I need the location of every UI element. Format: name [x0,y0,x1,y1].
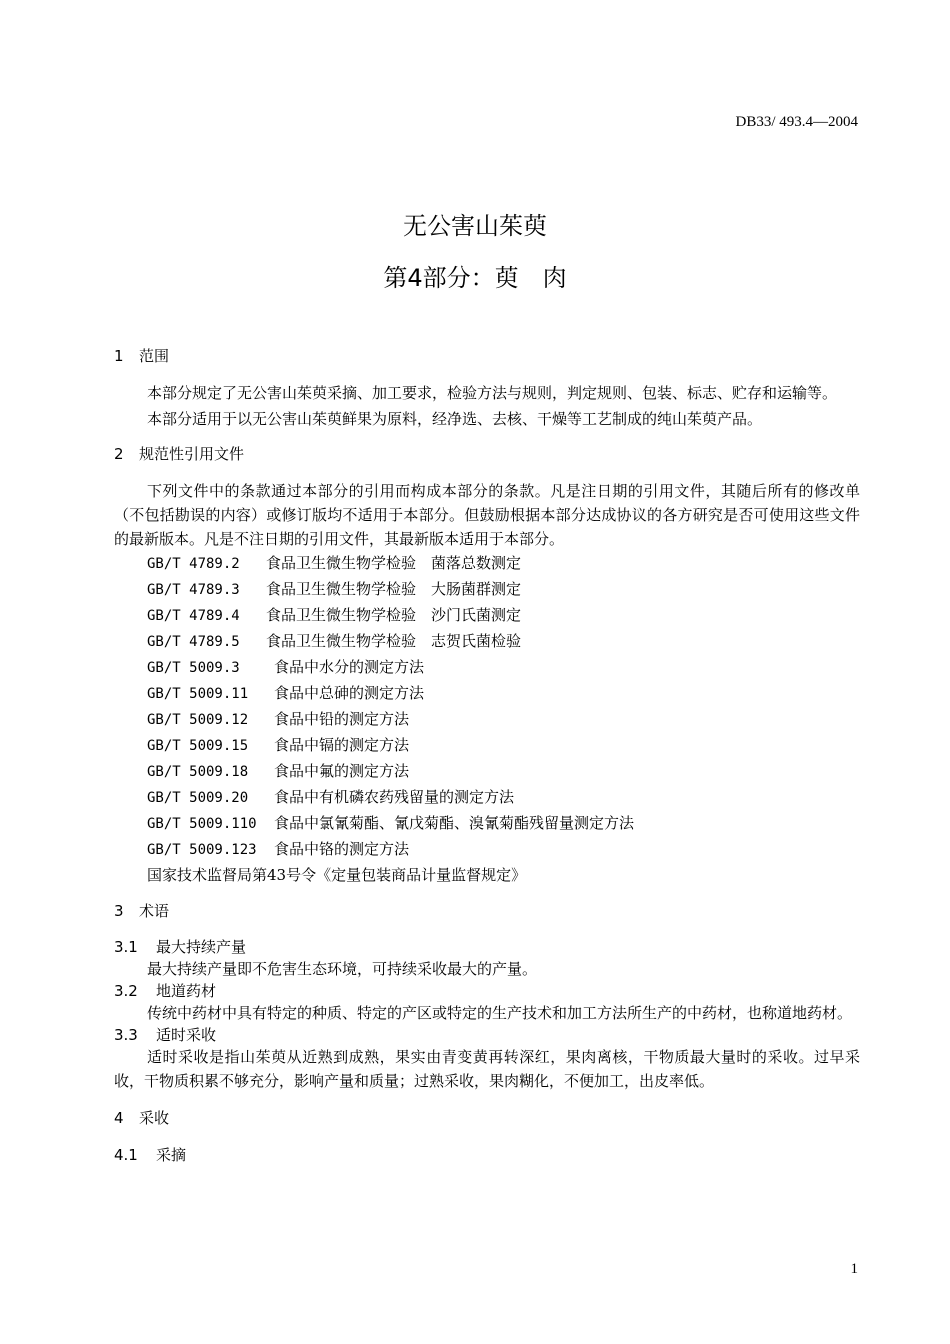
term-heading [114,937,860,957]
subsection-title: 采摘 [156,1146,187,1164]
term-heading [114,981,860,1001]
term-number: 3.1 [114,938,138,956]
paragraph: 本部分规定了无公害山茱萸采摘、加工要求，检验方法与规则，判定规则、包装、标志、贮存和运输等。 [147,384,838,402]
section-number: 1 [114,347,124,365]
section-heading-terms [114,901,860,921]
reference-code: GB/T 4789.3 [147,582,240,598]
section-title: 术语 [139,902,170,920]
document-subtitle: 第4部分：萸 肉 [383,264,567,292]
reference-code: GB/T 5009.110 [147,816,257,832]
reference-code: GB/T 5009.3 [147,660,240,676]
term-definition: 最大持续产量即不危害生态环境，可持续采收最大的产量。 [147,960,538,978]
reference-item [114,837,860,863]
section-number: 3 [114,902,124,920]
term-name: 最大持续产量 [156,938,247,956]
document-number: DB33/ 493.4—2004 [735,114,858,130]
reference-item [114,629,860,655]
term-number: 3.3 [114,1026,138,1044]
reference-title: 食品卫生微生物学检验 菌落总数测定 [266,554,522,572]
section-title: 规范性引用文件 [139,445,245,463]
document-title: 无公害山茱萸 [403,212,547,240]
document-body [114,346,860,1165]
reference-title: 食品卫生微生物学检验 志贺氏菌检验 [266,632,522,650]
reference-title: 食品卫生微生物学检验 大肠菌群测定 [266,580,522,598]
section-title: 采收 [139,1109,170,1127]
reference-title: 食品中铅的测定方法 [274,710,410,728]
reference-code: GB/T 5009.12 [147,712,249,728]
reference-title: 食品卫生微生物学检验 沙门氏菌测定 [266,606,522,624]
term-heading [114,1025,860,1045]
reference-code: GB/T 5009.18 [147,764,249,780]
reference-title: 食品中氯氰菊酯、氰戊菊酯、溴氰菊酯残留量测定方法 [274,814,635,832]
section-title: 范围 [139,347,170,365]
reference-title: 食品中有机磷农药残留量的测定方法 [274,788,515,806]
reference-item [114,811,860,837]
term-number: 3.2 [114,982,138,1000]
reference-item [114,603,860,629]
reference-code: GB/T 5009.20 [147,790,249,806]
section-heading-harvest [114,1108,860,1128]
reference-title: 食品中氟的测定方法 [274,762,410,780]
reference-item [114,577,860,603]
reference-code: GB/T 5009.123 [147,842,257,858]
reference-title: 食品中水分的测定方法 [274,658,425,676]
paragraph: 本部分适用于以无公害山茱萸鲜果为原料，经净选、去核、干燥等工艺制成的纯山茱萸产品。 [147,410,763,428]
reference-title: 食品中镉的测定方法 [274,736,410,754]
reference-item [114,759,860,785]
reference-item [114,681,860,707]
reference-code: GB/T 4789.5 [147,634,240,650]
reference-item [114,707,860,733]
term-definition: 适时采收是指山茱萸从近熟到成熟，果实由青变黄再转深红，果肉离核，干物质最大量时的采收。过早采收，干物质积累不够充分，影响产量和质量；过熟采收，果肉糊化，不便加工，出皮率低。 [114,1048,860,1090]
section-number: 4 [114,1109,124,1127]
reference-title: 食品中总砷的测定方法 [274,684,425,702]
term-name: 适时采收 [156,1026,217,1044]
subsection-number: 4.1 [114,1146,138,1164]
section-heading-scope [114,346,860,366]
term-definition: 传统中药材中具有特定的种质、特定的产区或特定的生产技术和加工方法所生产的中药材，也称道地药材。 [147,1004,853,1022]
reference-code: GB/T 4789.4 [147,608,240,624]
paragraph: 下列文件中的条款通过本部分的引用而构成本部分的条款。凡是注日期的引用文件，其随后所有的修改单（不包括勘误的内容）或修订版均不适用于本部分。但鼓励根据本部分达成协议的各方研究是否可使用这些文件的最新版本。凡是不注日期的引用文件，其最新版本适用于本部分。 [114,482,860,548]
reference-title: 食品中铬的测定方法 [274,840,410,858]
reference-item [114,551,860,577]
subsection-heading-picking [114,1145,860,1165]
reference-item [114,733,860,759]
reference-item [114,655,860,681]
reference-item: 国家技术监督局第43号令《定量包装商品计量监督规定》 [147,866,527,884]
reference-code: GB/T 4789.2 [147,556,240,572]
section-heading-normative-references [114,444,860,464]
page-number: 1 [850,1261,858,1277]
reference-code: GB/T 5009.15 [147,738,249,754]
term-name: 地道药材 [156,982,217,1000]
reference-code: GB/T 5009.11 [147,686,249,702]
section-number: 2 [114,445,124,463]
reference-item [114,785,860,811]
